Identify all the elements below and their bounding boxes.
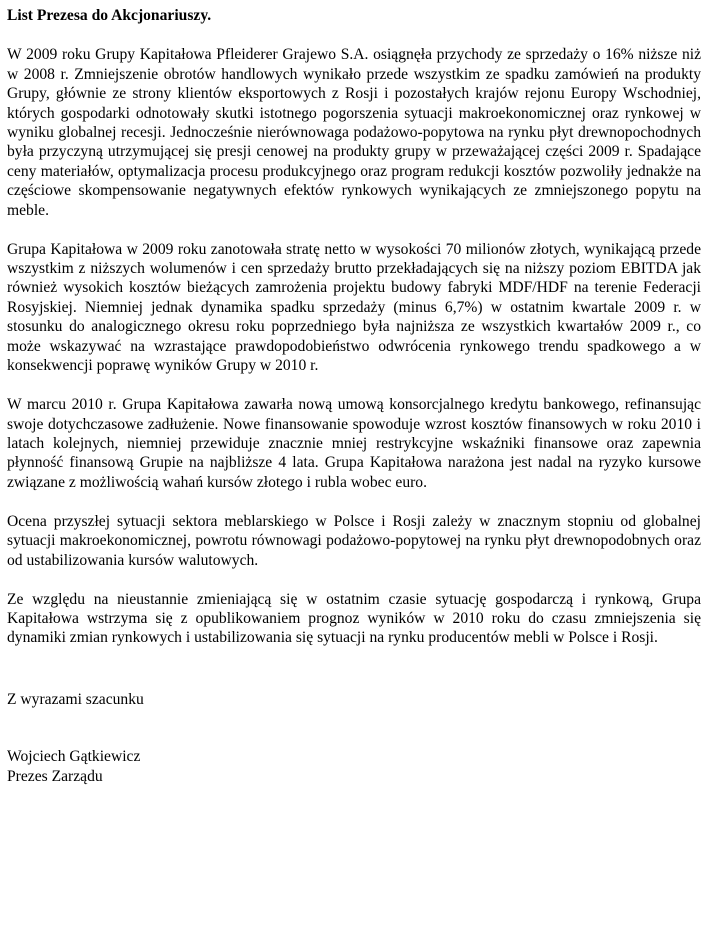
paragraph-sales-results: W 2009 roku Grupy Kapitałowa Pfleiderer Grajewo S.A. osiągnęła przychody ze sprzedaży o 16% niższe niż w 2008 r. Zmniejszenie obrotów handlowych wynikało przede wszystkim ze spadku zamówień na produkty Grupy, głównie ze strony klientów eksportowych z Rosji i pozostałych krajów rejonu Europy Wschodniej, których gospodarki odnotowały skutki istotnego pogorszenia sytuacji makroekonomicznej oraz rynkowej w wyniku globalnej recesji. Jednocześnie nierównowaga podażowo-popytowa na rynku płyt drewnopochodnych była przyczyną utrzymującej się presji cenowej na produkty grupy w przeważającej części 2009 r. Spadające ceny materiałów, optymalizacja procesu produkcyjnego oraz program redukcji kosztów pozwoliły jednakże na częściowe skompensowanie negatywnych efektów rynkowych wynikających ze zmniejszonego popytu na meble. (7, 46, 701, 219)
letter-document (7, 6, 701, 786)
closing-salutation: Z wyrazami szacunku (7, 690, 144, 708)
signer-title: Prezes Zarządu (7, 767, 103, 785)
signer-name: Wojciech Gątkiewicz (7, 748, 141, 766)
letter-title: List Prezesa do Akcjonariuszy. (7, 7, 212, 24)
signature-block (7, 747, 701, 786)
paragraph-market-outlook: Ocena przyszłej sytuacji sektora meblarskiego w Polsce i Rosji zależy w znacznym stopniu od globalnej sytuacji makroekonomicznej, powrotu równowagi podażowo-popytowej na rynku płyt drewnopodobnych oraz od ustabilizowania kursów walutowych. (7, 512, 701, 569)
paragraph-refinancing: W marcu 2010 r. Grupa Kapitałowa zawarła nową umową konsorcjalnego kredytu bankowego, refinansując swoje dotychczasowe zadłużenie. Nowe finansowanie spowoduje wzrost kosztów finansowych w roku 2010 i latach kolejnych, niemniej przewiduje znacznie mniej restrykcyjne wskaźniki finansowe oraz zapewnia płynność finansową Grupie na najbliższe 4 lata. Grupa Kapitałowa narażona jest nadal na ryzyko kursowe związane z możliwością wahań kursów złotego i rubla wobec euro. (7, 396, 701, 491)
paragraph-net-loss: Grupa Kapitałowa w 2009 roku zanotowała stratę netto w wysokości 70 milionów złotych, wynikającą przede wszystkim z niższych wolumenów i cen sprzedaży brutto przekładających się na niższy poziom EBITDA jak również wysokich kosztów bieżących zamrożenia projektu budowy fabryki MDF/HDF na terenie Federacji Rosyjskiej. Niemniej jednak dynamika spadku sprzedaży (minus 6,7%) w ostatnim kwartale 2009 r. w stosunku do analogicznego okresu roku poprzedniego była najniższa ze wszystkich kwartałów 2009 r., co może wskazywać na wzrastające prawdopodobieństwo odwrócenia rynkowego trendu spadkowego a w konsekwencji poprawę wyników Grupy w 2010 r. (7, 240, 701, 375)
paragraph-forecast-withheld: Ze względu na nieustannie zmieniającą się w ostatnim czasie sytuację gospodarczą i rynkową, Grupa Kapitałowa wstrzyma się z opublikowaniem prognoz wyników w 2010 roku do czasu zmniejszenia się dynamiki zmian rynkowych i ustabilizowania się sytuacji na rynku producentów mebli w Polsce i Rosji. (7, 590, 701, 647)
